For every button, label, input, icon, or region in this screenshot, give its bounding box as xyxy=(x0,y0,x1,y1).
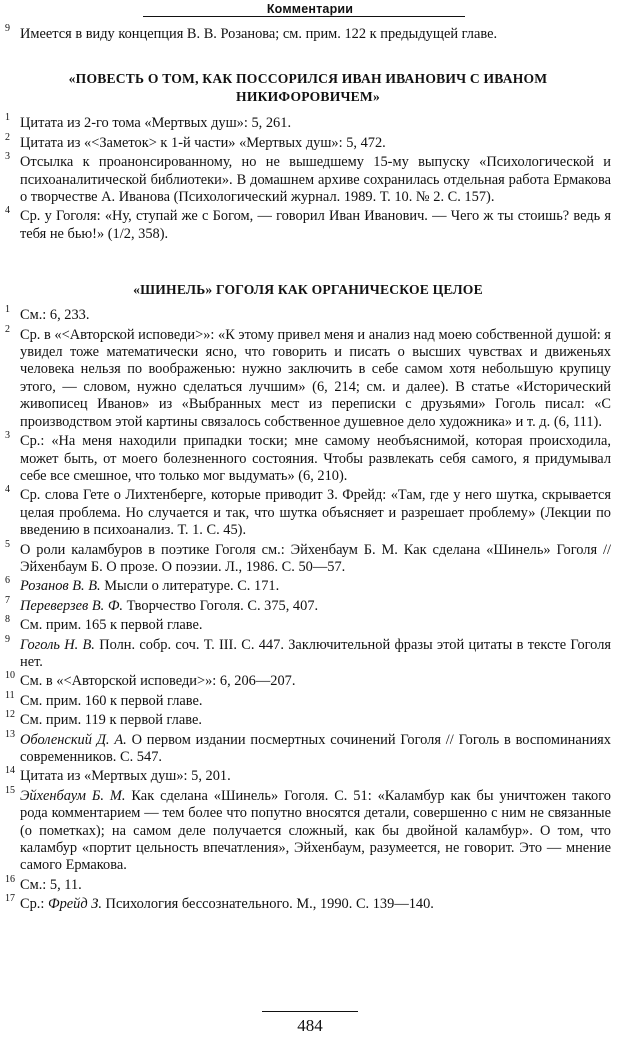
footnote-text: См. прим. 119 к первой главе. xyxy=(20,712,202,729)
footnote-author: Переверзев В. Ф. xyxy=(20,597,124,614)
footnote xyxy=(5,323,611,431)
footnote xyxy=(5,484,611,539)
footnote xyxy=(5,633,611,672)
footnote-number: 11 xyxy=(5,689,15,701)
footnote-author: Оболенский Д. А. xyxy=(20,731,127,748)
footnote-text: Ср. в «<Авторской исповеди>»: «К этому привел меня и анализ над моею собственной душой: я увидел тоже математически ясно, что говорить и писать о высших чувствах и движеньях человека нельзя по воображенью: нужно заключить в себе самом хотя небольшую крупицу этого, — словом, нужно сделаться лучшим» (6, 214; см. и далее). В статье «Исторический живописец Иванов» из «Выбранных мест из переписки с друзьями» Гоголь писал: «С производством этой картины связалось собственное душевное дело художника» и т. д. (6, 111). xyxy=(20,326,611,430)
footnote xyxy=(5,151,611,206)
footnote xyxy=(5,575,611,595)
section-title: «ПОВЕСТЬ О ТОМ, КАК ПОССОРИЛСЯ ИВАН ИВАНОВИЧ С ИВАНОМ НИКИФОРОВИЧЕМ» xyxy=(68,71,548,105)
footnote-number: 14 xyxy=(5,765,15,777)
footnote-author: Гоголь Н. В. xyxy=(20,636,95,653)
section-notes xyxy=(5,112,611,243)
footnote xyxy=(5,784,611,875)
footnote-number: 2 xyxy=(5,131,10,143)
footnote-number: 15 xyxy=(5,784,15,796)
footnote-text: Мысли о литературе. С. 171. xyxy=(100,578,280,595)
footnote-number: 6 xyxy=(5,575,10,587)
footnote xyxy=(5,304,611,324)
footnote-number: 1 xyxy=(5,304,10,316)
footnote-text: Ср.: «На меня находили припадки тоски; мне самому необъяснимой, которая происходила, может быть, от моего болезненного состояния. Чтобы развлекать себя самого, я придумывал себе все смешное, что только мог выдумать» (6, 210). xyxy=(20,433,611,484)
footnote-number: 5 xyxy=(5,538,10,550)
footnote xyxy=(5,728,611,767)
footnote-prefix: Ср.: xyxy=(20,896,48,913)
footnote-text: Цитата из «<Заметок> к 1-й части» «Мертвых душ»: 5, 472. xyxy=(20,134,386,151)
footnote xyxy=(5,131,611,152)
footnote-number: 9 xyxy=(5,23,10,34)
footnote-author: Эйхенбаум Б. М. xyxy=(20,787,126,804)
page-body xyxy=(5,23,611,916)
footnote-text: Имеется в виду концепция В. В. Розанова; см. прим. 122 к предыдущей главе. xyxy=(20,26,498,42)
footnote-text: Отсылка к проанонсированному, но не вышедшему 15-му выпуску «Психологической и психоаналитической библиотеки». В домашнем архиве сохранилась отдельная работа Ермакова о творчестве А. Иванова (Психологический журнал. 1989. Т. 10. № 2. С. 157). xyxy=(20,154,611,206)
footnote xyxy=(5,873,611,894)
footnote-number: 4 xyxy=(5,205,10,217)
footnote-text: О роли каламбуров в поэтике Гоголя см.: Эйхенбаум Б. М. Как сделана «Шинель» Гоголя // Эйхенбаум Б. О прозе. О поэзии. Л., 1986. С. 50—57. xyxy=(20,541,611,575)
footnote xyxy=(5,538,611,577)
footnote-text: Как сделана «Шинель» Гоголя. С. 51: «Каламбур как бы уничтожен такого рода комментарием — тем более что попутно вносятся детали, совершенно с ним не связанные (о пометках); на самом деле получается сложный, как бы двойной каламбур». О том, что каламбур «портит цельность впечатления», Эйхенбаум, разумеется, не говорит. Это — мнение самого Ермакова. xyxy=(20,787,611,874)
footnote-text: Полн. собр. соч. Т. III. С. 447. Заключительной фразы этой цитаты в тексте Гоголя нет. xyxy=(20,636,611,670)
footnote xyxy=(5,614,611,634)
footnote-text: Творчество Гоголя. С. 375, 407. xyxy=(123,597,319,614)
footnote-author: Фрейд З. xyxy=(48,896,102,913)
footnote xyxy=(5,765,611,785)
footnote-number: 8 xyxy=(5,614,10,626)
footnote xyxy=(5,893,611,913)
footnote-number: 13 xyxy=(5,728,15,740)
page-number: 484 xyxy=(297,1016,323,1035)
footnote xyxy=(5,709,611,729)
footnote-text: См.: 6, 233. xyxy=(20,307,90,324)
footnote xyxy=(5,205,611,243)
footnote xyxy=(5,689,611,710)
footnote-number: 1 xyxy=(5,112,10,124)
footnote-number: 7 xyxy=(5,594,10,606)
section-notes xyxy=(5,304,611,913)
footnote-number: 9 xyxy=(5,633,10,645)
footnote-text: См. прим. 165 к первой главе. xyxy=(20,617,203,634)
footnote xyxy=(5,594,611,615)
header-rule xyxy=(143,16,465,17)
footnote-number: 17 xyxy=(5,893,15,905)
footnote-text: Ср. слова Гете о Лихтенберге, которые приводит З. Фрейд: «Там, где у него шутка, скрывается целая проблема. Но случается и так, что шутка объясняет и разрешает проблему» (Лекции по введению в психоанализ. Т. 1. С. 45). xyxy=(20,487,611,539)
footer-rule xyxy=(262,1011,358,1012)
footnote-text: См. в «<Авторской исповеди>»: 6, 206—207. xyxy=(20,673,296,690)
footnote xyxy=(5,112,611,132)
footnote-text: См. прим. 160 к первой главе. xyxy=(20,692,203,709)
footnote-number: 4 xyxy=(5,484,10,496)
footnote xyxy=(5,23,611,43)
footnote-number: 12 xyxy=(5,709,15,721)
footnote xyxy=(5,430,611,485)
footnote-text: О первом издании посмертных сочинений Гоголя // Гоголь в воспоминаниях современников. С. 547. xyxy=(20,731,611,765)
footnote-number: 3 xyxy=(5,151,10,163)
footnote-text: Психология бессознательного. М., 1990. С. 139—140. xyxy=(101,896,434,913)
footnote-text: Цитата из 2-го тома «Мертвых душ»: 5, 261. xyxy=(20,115,292,132)
footnote-number: 16 xyxy=(5,873,15,885)
footnote-author: Розанов В. В. xyxy=(20,578,101,595)
footnote xyxy=(5,670,611,690)
section-title: «ШИНЕЛЬ» ГОГОЛЯ КАК ОРГАНИЧЕСКОЕ ЦЕЛОЕ xyxy=(133,282,483,298)
footnote-number: 10 xyxy=(5,670,15,682)
footnote-text: Ср. у Гоголя: «Ну, ступай же с Богом, — говорил Иван Иванович. — Чего ж ты стоишь? ведь я тебя не бью!» (1/2, 358). xyxy=(20,208,611,242)
running-title: Комментарии xyxy=(266,2,354,16)
footnote-text: Цитата из «Мертвых душ»: 5, 201. xyxy=(20,768,231,785)
footnote-number: 3 xyxy=(5,430,10,442)
footnote-text: См.: 5, 11. xyxy=(20,876,82,893)
footnote-number: 2 xyxy=(5,323,10,335)
